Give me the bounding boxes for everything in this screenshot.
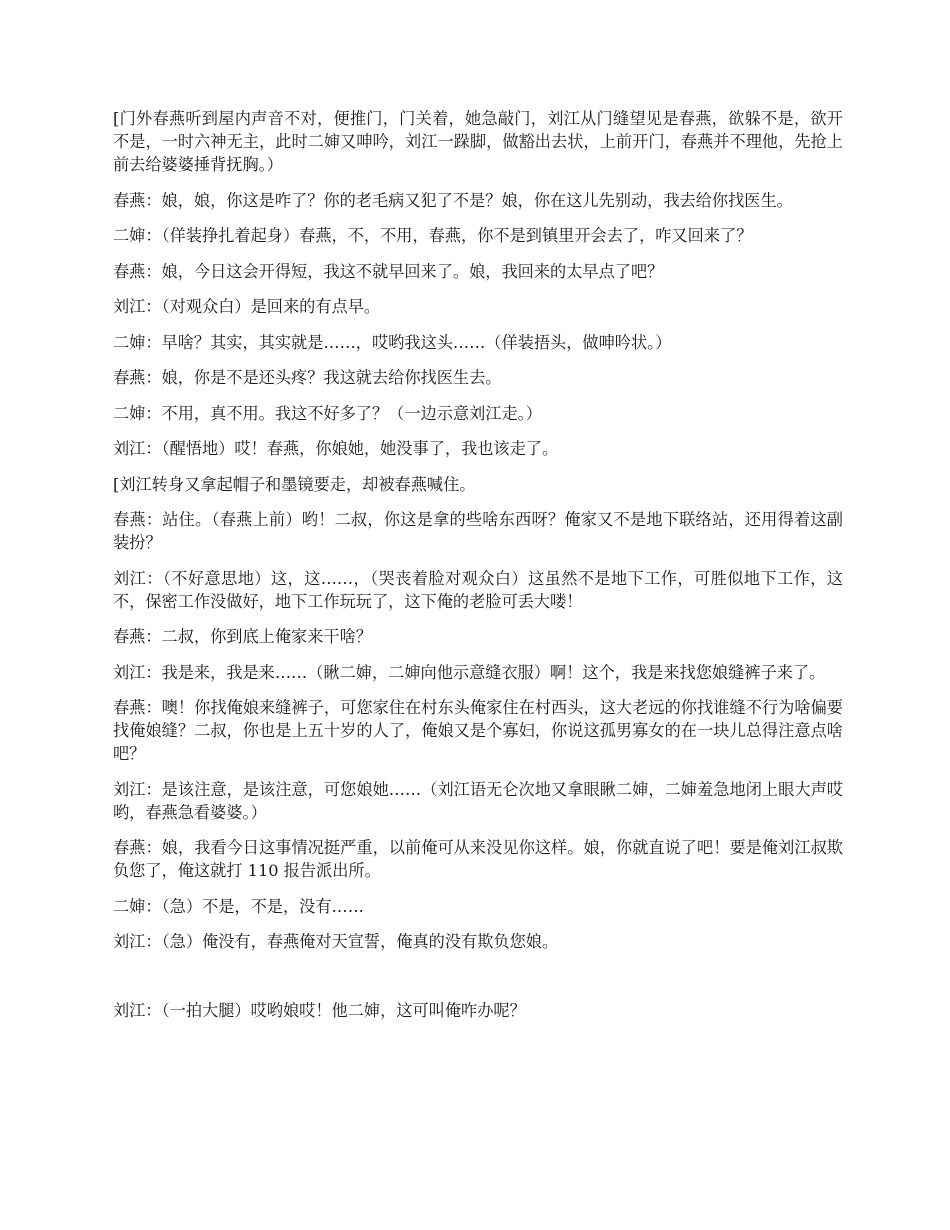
dialogue-line: 春燕：站住。（春燕上前）哟！二叔，你这是拿的些啥东西呀？俺家又不是地下联络站，还用得着这副装扮？: [113, 510, 843, 552]
dialogue-line: 春燕：二叔，你到底上俺家来干啥？: [113, 627, 372, 646]
dialogue-line: 刘江：（不好意思地）这，这……，（哭丧着脸对观众白）这虽然不是地下工作，可胜似地下工作，这不，保密工作没做好，地下工作玩玩了，这下俺的老脸可丢大喽！: [113, 568, 843, 611]
dialogue-line: 刘江：（对观众白）是回来的有点早。: [113, 297, 381, 316]
script-text-body: [113, 107, 843, 1035]
dialogue-line: 刘江：（急）俺没有，春燕俺对天宣誓，俺真的没有欺负您娘。: [113, 932, 559, 951]
stage-direction: [刘江转身又拿起帽子和墨镜要走，却被春燕喊住。: [113, 474, 476, 494]
dialogue-line: 二婶：（急）不是，不是，没有……: [113, 896, 364, 916]
dialogue-line: 刘江：（醒悟地）哎！春燕，你娘她，她没事了，我也该走了。: [113, 439, 559, 458]
dialogue-line: 春燕：娘，娘，你这是咋了？你的老毛病又犯了不是？娘，你在这儿先别动，我去给你找医生。: [113, 190, 793, 210]
dialogue-line: 二婶：不用，真不用。我这不好多了？（一边示意刘江走。）: [113, 403, 542, 423]
dialogue-line: 二婶：（佯装挣扎着起身）春燕，不，不用，春燕，你不是到镇里开会去了，咋又回来了？: [113, 226, 753, 245]
dialogue-line: 刘江：是该注意，是该注意，可您娘她……（刘江语无仑次地又拿眼瞅二婶，二婶羞急地闭上眼大声哎哟，春燕急看婆婆。）: [113, 779, 843, 822]
dialogue-line: 刘江：我是来，我是来……（瞅二婶，二婶向他示意缝衣服）啊！这个，我是来找您娘缝裤子来了。: [113, 662, 826, 682]
dialogue-line: 春燕：娘，今日这会开得短，我这不就早回来了。娘，我回来的太早点了吧？: [113, 261, 664, 281]
dialogue-line: 二婶：早啥？其实，其实就是……，哎哟我这头……（佯装捂头，做呻吟状。）: [113, 332, 672, 352]
stage-direction: [门外春燕听到屋内声音不对，便推门，门关着，她急敲门，刘江从门缝望见是春燕，欲躲不是，欲开不是，一时六神无主，此时二婶又呻吟，刘江一跺脚，做豁出去状，上前开门，春燕并不理他，先抢上前去给婆婆捶背抚胸。）: [113, 109, 843, 174]
dialogue-line: 春燕：娘，你是不是还头疼？我这就去给你找医生去。: [113, 368, 502, 387]
dialogue-line: 刘江：（一拍大腿）哎哟娘哎！他二婶，这可叫俺咋办呢？: [113, 1001, 526, 1020]
dialogue-line: 春燕：噢！你找俺娘来缝裤子，可您家住在村东头俺家住在村西头，这大老远的你找谁缝不行为啥偏要找俺娘缝？二叔，你也是上五十岁的人了，俺娘又是个寡妇，你说这孤男寡女的在一块儿总得注意点啥吧？: [113, 698, 843, 763]
dialogue-line: 春燕：娘，我看今日这事情况挺严重，以前俺可从来没见你这样。娘，你就直说了吧！要是俺刘江叔欺负您了，俺这就打 110 报告派出所。: [113, 838, 843, 880]
